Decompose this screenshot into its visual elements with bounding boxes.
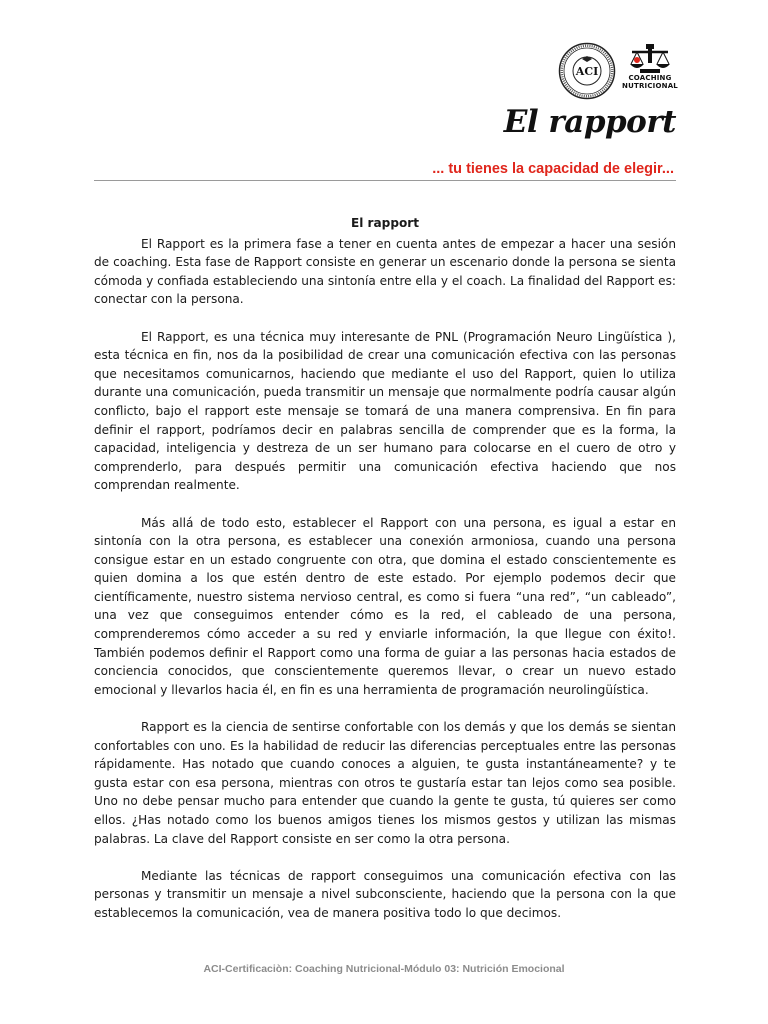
- paragraph: El Rapport es la primera fase a tener en cuenta antes de empezar a hacer una sesión de coaching. Esta fase de Rapport consiste en generar un escenario donde la persona se sienta cómoda y confiada estableciendo una sintonía entre ella y el coach. La finalidad del Rapport es: conectar con la persona.: [94, 236, 676, 307]
- paragraph: Mediante las técnicas de rapport conseguimos una comunicación efectiva con las personas y transmitir un mensaje a nivel subconsciente, haciendo que la persona con la que establecemos la comunicación, vea de manera positiva todo lo que decimos.: [94, 868, 676, 920]
- paragraph: Más allá de todo esto, establecer el Rapport con una persona, es igual a estar en sintonía con la otra persona, es establecer una conexión armoniosa, cuando una persona consigue estar en un estado congruente con otra, que domina el estado conscientemente es quien domina a los que estén dentro de este estado. Por ejemplo podemos decir que científicamente, nuestro sistema nervioso central, es como si fuera “una red”, “un cableado”, una vez que conseguimos entender cómo es la red, el cableado de una persona, comprenderemos cómo acceder a su red y enviarle información, la que llegue con éxito!. También podemos definir el Rapport como una forma de guiar a las personas hacia estados de conciencia conocidos, que conscientemente queremos llevar, o crear un nuevo estado emocional y llevarlos hacia él, en fin es una herramienta de programación neurolingüística.: [94, 515, 676, 697]
- section-heading: El rapport: [350, 216, 420, 230]
- seal-text: ACI: [575, 65, 599, 78]
- header-logos: [558, 42, 676, 100]
- page-subtitle: ... tu tienes la capacidad de elegir...: [432, 161, 674, 177]
- document-body: [94, 214, 676, 941]
- brand-line1: COACHING: [628, 74, 672, 82]
- header-divider: [94, 180, 676, 181]
- page-title: El rapport: [503, 104, 676, 140]
- scale-icon: [626, 42, 674, 74]
- brand-line2: NUTRICIONAL: [622, 82, 678, 90]
- page-footer: ACI-Certificaciòn: Coaching Nutricional-Módulo 03: Nutrición Emocional: [203, 963, 565, 975]
- paragraph: El Rapport, es una técnica muy interesante de PNL (Programación Neuro Lingüística ), esta técnica en fin, nos da la posibilidad de crear una comunicación efectiva con las personas que necesitamos comunicarnos, haciendo que mediante el uso del Rapport, quien lo utiliza durante una comunicación, pueda transmitir un mensaje que normalmente podría causar algún conflicto, bajo el rapport este mensaje se tomará de una manera comprensiva. En fin para definir el rapport, podríamos decir en palabras sencilla de comprender que es la forma, la capacidad, inteligencia y destreza de un ser humano para colocarse en el cuero de otro y comprenderlo, para después permitir una comunicación efectiva haciendo que nos comprendan realmente.: [94, 329, 676, 493]
- coaching-nutricional-logo: [624, 42, 676, 100]
- aci-seal-logo: [558, 42, 616, 100]
- paragraph: Rapport es la ciencia de sentirse confortable con los demás y que los demás se sientan confortables con uno. Es la habilidad de reducir las diferencias perceptuales entre las personas rápidamente. Has notado que cuando conoces a alguien, te gusta instantáneamente? y te gusta estar con esa persona, mientras con otros te gustaría estar tan lejos como sea posible. Uno no debe pensar mucho para entender que cuando la gente te gusta, tú quieres ser como ellos. ¿Has notado como los buenos amigos tienes los mismos gestos y utilizan las mismas palabras. La clave del Rapport consiste en ser como la otra persona.: [94, 720, 676, 846]
